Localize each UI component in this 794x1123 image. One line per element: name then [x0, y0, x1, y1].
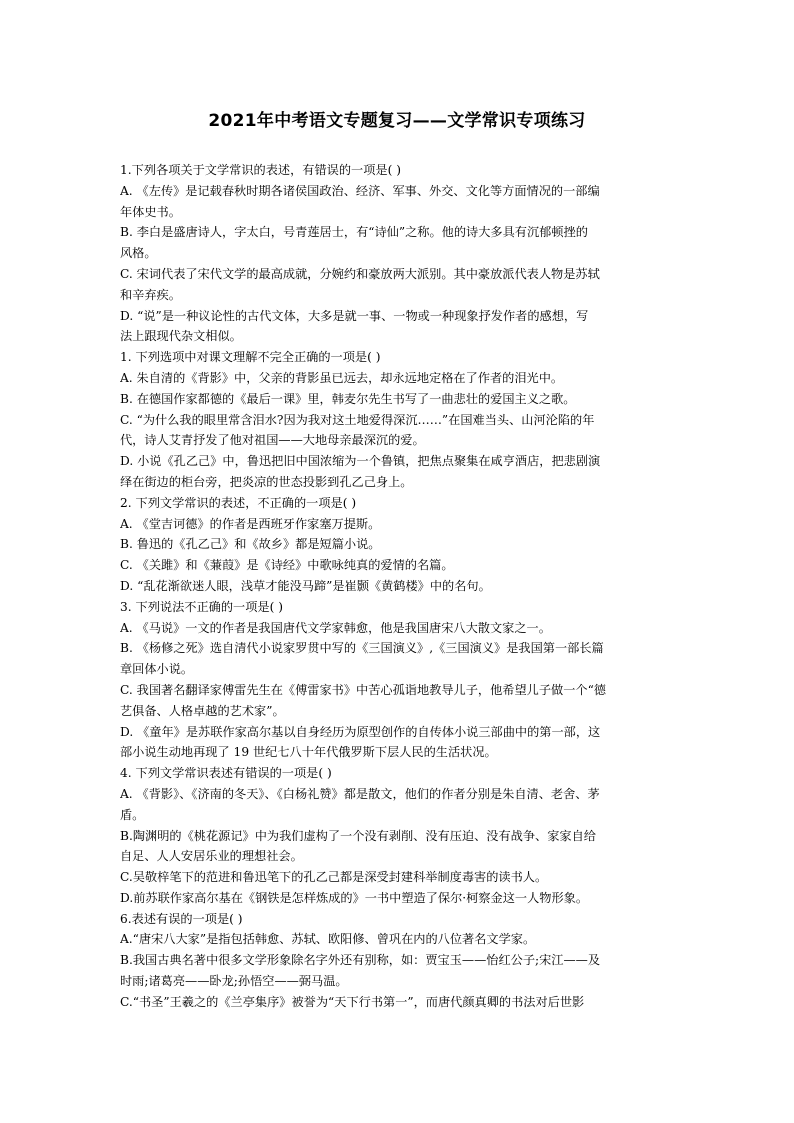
text-line: D. “乱花渐欲迷人眼，浅草才能没马蹄”是崔颢《黄鹤楼》中的名句。 [120, 578, 491, 593]
text-line: A. 《背影》、《济南的冬天》、《白杨礼赞》都是散文，他们的作者分别是朱自清、老舍、茅 [120, 786, 600, 801]
text-line: C.吴敬梓笔下的范进和鲁迅笔下的孔乙己都是深受封建科举制度毒害的读书人。 [120, 870, 548, 885]
text-line: A. 《左传》是记载春秋时期各诸侯国政治、经济、军事、外交、文化等方面情况的一部编 [120, 183, 600, 198]
text-line: 代，诗人艾青抒发了他对祖国——大地母亲最深沉的爱。 [120, 433, 425, 448]
text-line: B.我国古典名著中很多文学形象除名字外还有别称，如：贾宝玉——怡红公子;宋江——及 [120, 953, 601, 968]
text-line: 章回体小说。 [120, 662, 194, 677]
text-line: 和辛弃疾。 [120, 287, 181, 302]
text-line: B. 鲁迅的《孔乙己》和《故乡》都是短篇小说。 [120, 537, 381, 552]
text-line: 盾。 [120, 807, 145, 822]
text-line: 4. 下列文学常识表述有错误的一项是( ) [120, 766, 332, 781]
text-line: C. 我国著名翻译家傅雷先生在《傅雷家书》中苦心孤诣地教导儿子，他希望儿子做一个“德 [120, 682, 606, 697]
text-line: C. 《关雎》和《蒹葭》是《诗经》中歌咏纯真的爱情的名篇。 [120, 558, 454, 573]
text-line: 艺俱备、人格卓越的艺术家”。 [120, 703, 285, 718]
text-line: D. 小说《孔乙己》中，鲁迅把旧中国浓缩为一个鲁镇，把焦点聚集在咸亨酒店，把悲剧演 [120, 454, 601, 469]
text-line: B.陶渊明的《桃花源记》中为我们虚构了一个没有剥削、没有压迫、没有战争、家家自给 [120, 828, 596, 843]
text-line: A. 《马说》一文的作者是我国唐代文学家韩愈，他是我国唐宋八大散文家之一。 [120, 620, 551, 635]
text-line: C. “为什么我的眼里常含泪水?因为我对这土地爱得深沉……”在国难当头、山河沦陷的年 [120, 412, 595, 427]
text-line: A. 朱自清的《背影》中，父亲的背影虽已远去，却永远地定格在了作者的泪光中。 [120, 370, 564, 385]
text-line: 绎在街边的柜台旁，把炎凉的世态投影到孔乙己身上。 [120, 474, 413, 489]
text-line: 2. 下列文学常识的表述，不正确的一项是( ) [120, 495, 357, 510]
text-line: A.“唐宋八大家”是指包括韩愈、苏轼、欧阳修、曾巩在内的八位著名文学家。 [120, 932, 536, 947]
text-line: 部小说生动地再现了 19 世纪七八十年代俄罗斯下层人民的生活状况。 [120, 745, 497, 760]
document-title: 2021年中考语文专题复习——文学常识专项练习 [208, 111, 586, 131]
text-line: A. 《堂吉诃德》的作者是西班牙作家塞万提斯。 [120, 516, 381, 531]
text-line: 年体史书。 [120, 204, 181, 219]
text-line: B. 李白是盛唐诗人，字太白，号青莲居士，有“诗仙”之称。他的诗大多具有沉郁顿挫的 [120, 225, 588, 240]
text-line: 6.表述有误的一项是( ) [120, 911, 243, 926]
text-line: B. 《杨修之死》选自清代小说家罗贯中写的《三国演义》,《三国演义》是我国第一部长篇 [120, 641, 604, 656]
text-line: 1. 下列选项中对课文理解不完全正确的一项是( ) [120, 350, 381, 365]
text-line: 自足、人人安居乐业的理想社会。 [120, 849, 303, 864]
text-line: 时雨;诸葛亮——卧龙;孙悟空——弼马温。 [120, 974, 348, 989]
text-line: 3. 下列说法不正确的一项是( ) [120, 599, 283, 614]
text-line: D. “说”是一种议论性的古代文体，大多是就一事、一物或一种现象抒发作者的感想，写 [120, 308, 589, 323]
text-line: C.“书圣”王羲之的《兰亭集序》被誉为“天下行书第一”，而唐代颜真卿的书法对后世影 [120, 994, 585, 1009]
text-line: 1.下列各项关于文学常识的表述，有错误的一项是( ) [120, 163, 401, 177]
text-line: B. 在德国作家都德的《最后一课》里，韩麦尔先生书写了一曲悲壮的爱国主义之歌。 [120, 391, 576, 406]
text-line: 风格。 [120, 246, 157, 261]
text-line: D.前苏联作家高尔基在《钢铁是怎样炼成的》一书中塑造了保尔·柯察金这一人物形象。 [120, 890, 589, 905]
question-list [120, 160, 676, 1013]
text-line: D. 《童年》是苏联作家高尔基以自身经历为原型创作的自传体小说三部曲中的第一部，这 [120, 724, 601, 739]
text-line: C. 宋词代表了宋代文学的最高成就，分婉约和豪放两大派别。其中豪放派代表人物是苏轼 [120, 266, 600, 281]
text-line: 法上跟现代杂文相似。 [120, 329, 242, 344]
